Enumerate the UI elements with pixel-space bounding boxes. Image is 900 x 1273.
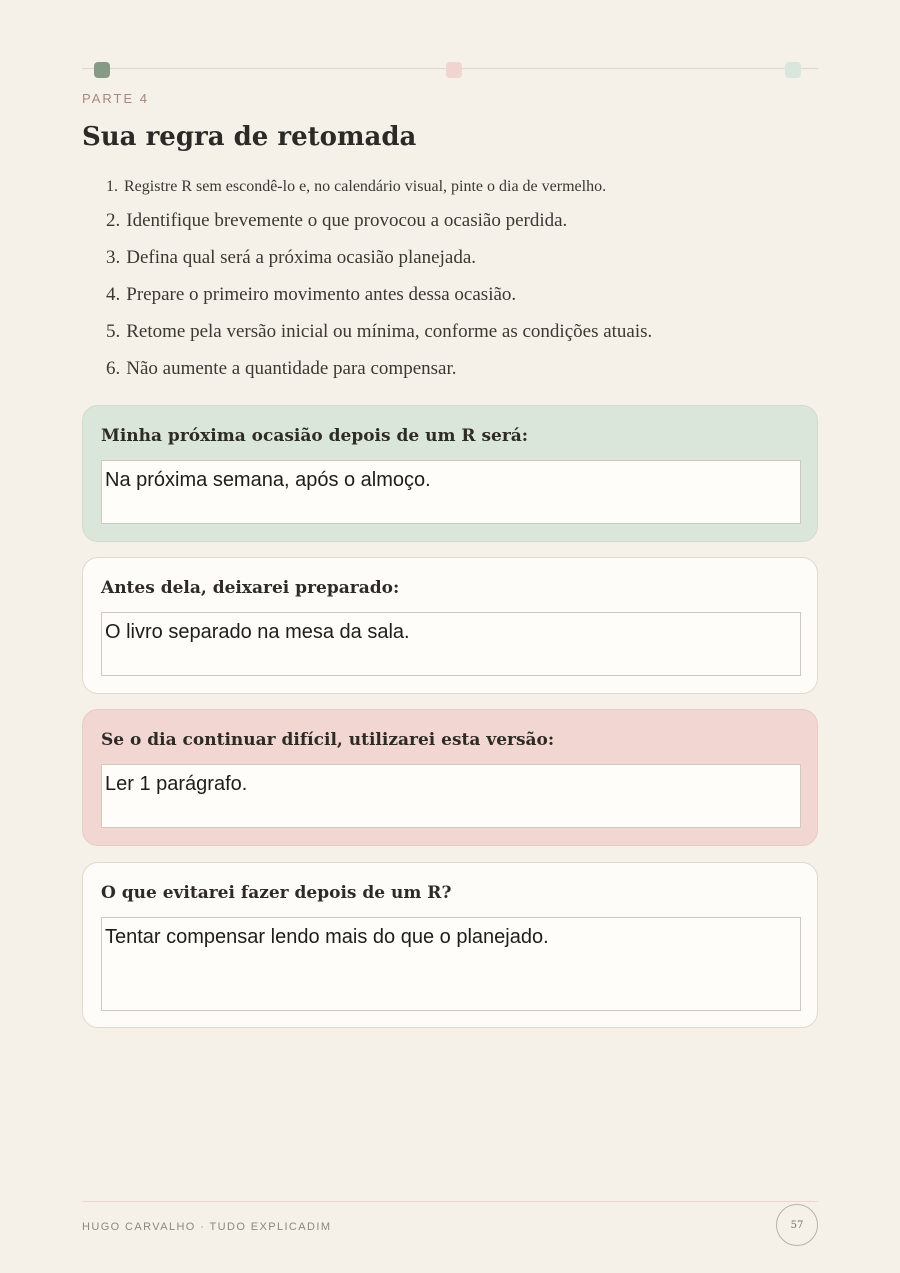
footer-divider bbox=[82, 1201, 818, 1202]
minimum-version-field[interactable]: Ler 1 parágrafo. bbox=[101, 764, 801, 828]
prepared-item-card bbox=[82, 557, 818, 694]
page-number: 57 bbox=[776, 1204, 818, 1246]
prepared-item-field[interactable]: O livro separado na mesa da sala. bbox=[101, 612, 801, 676]
step-text: Defina qual será a próxima ocasião planejada. bbox=[126, 247, 477, 268]
list-item bbox=[106, 284, 806, 321]
progress-marker-1 bbox=[94, 62, 110, 78]
avoid-behavior-card bbox=[82, 862, 818, 1028]
list-item bbox=[106, 247, 806, 284]
card-label: Minha próxima ocasião depois de um R será: bbox=[101, 426, 529, 446]
card-label: Antes dela, deixarei preparado: bbox=[101, 578, 400, 598]
progress-marker-3 bbox=[785, 62, 801, 78]
step-number: 2. bbox=[106, 210, 121, 231]
step-number: 6. bbox=[106, 358, 121, 379]
card-label: Se o dia continuar difícil, utilizarei esta versão: bbox=[101, 730, 555, 750]
page-title: Sua regra de retomada bbox=[82, 122, 417, 152]
avoid-behavior-field[interactable]: Tentar compensar lendo mais do que o planejado. bbox=[101, 917, 801, 1011]
minimum-version-card bbox=[82, 709, 818, 846]
progress-marker-2 bbox=[446, 62, 462, 78]
list-item bbox=[106, 358, 806, 395]
list-item bbox=[106, 321, 806, 358]
footer-author: HUGO CARVALHO · TUDO EXPLICADIM bbox=[82, 1221, 332, 1233]
card-label: O que evitarei fazer depois de um R? bbox=[101, 883, 452, 903]
next-occasion-card bbox=[82, 405, 818, 542]
step-text: Registre R sem escondê-lo e, no calendário visual, pinte o dia de vermelho. bbox=[124, 178, 607, 195]
step-number: 1. bbox=[106, 178, 118, 195]
part-label: PARTE 4 bbox=[82, 91, 149, 106]
step-text: Prepare o primeiro movimento antes dessa ocasião. bbox=[126, 284, 517, 305]
list-item bbox=[106, 210, 806, 247]
step-number: 3. bbox=[106, 247, 121, 268]
step-number: 5. bbox=[106, 321, 121, 342]
next-occasion-field[interactable]: Na próxima semana, após o almoço. bbox=[101, 460, 801, 524]
step-text: Não aumente a quantidade para compensar. bbox=[126, 358, 457, 379]
step-number: 4. bbox=[106, 284, 121, 305]
step-text: Retome pela versão inicial ou mínima, conforme as condições atuais. bbox=[126, 321, 653, 342]
step-text: Identifique brevemente o que provocou a ocasião perdida. bbox=[126, 210, 568, 231]
steps-list bbox=[106, 176, 806, 395]
list-item bbox=[106, 176, 806, 210]
